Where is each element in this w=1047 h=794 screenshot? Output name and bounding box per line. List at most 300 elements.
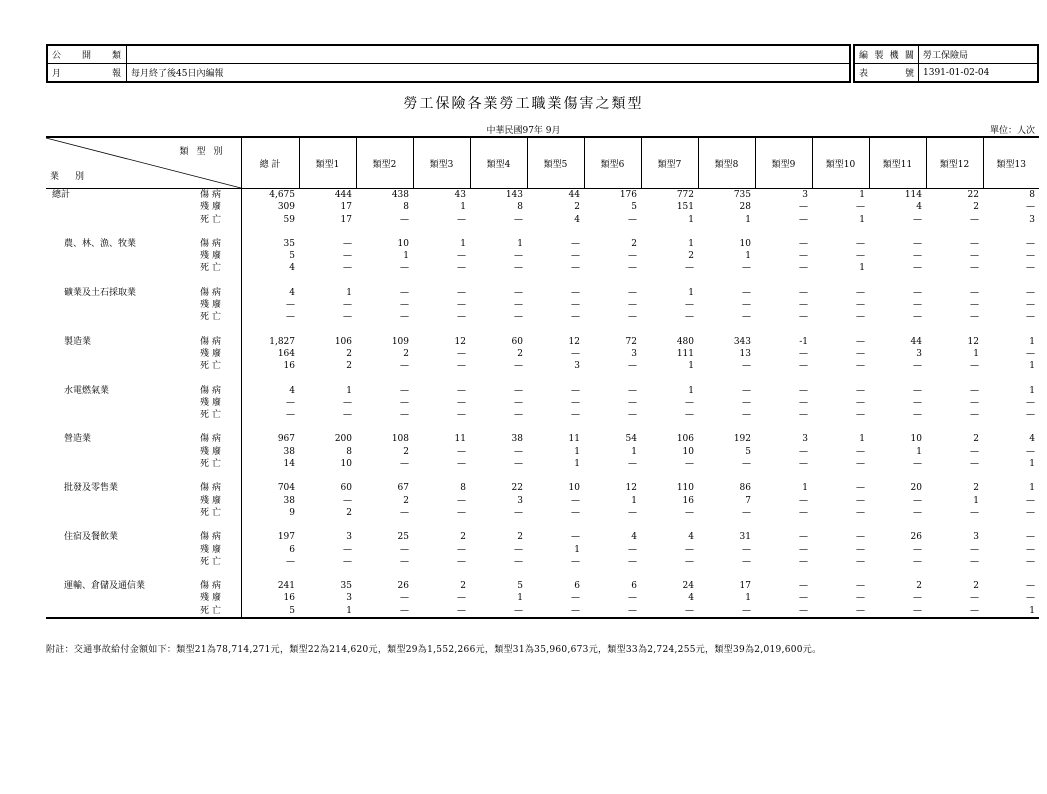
table-cell: 111 bbox=[676, 348, 694, 359]
table-cell: — bbox=[571, 410, 580, 421]
table-cell: 1 bbox=[859, 263, 865, 274]
table-cell: 60 bbox=[511, 336, 523, 347]
table-cell: 67 bbox=[397, 483, 409, 494]
table-cell: — bbox=[286, 397, 295, 408]
table-cell: — bbox=[742, 397, 751, 408]
table-cell: — bbox=[685, 300, 694, 311]
table-cell: 2 bbox=[517, 348, 523, 359]
table-cell: — bbox=[343, 312, 352, 323]
metric-label: 死亡 bbox=[196, 556, 241, 568]
table-cell: 8 bbox=[403, 202, 409, 213]
table-cell: 8 bbox=[517, 202, 523, 213]
table-cell: — bbox=[457, 287, 466, 298]
table-cell: 1 bbox=[745, 593, 751, 604]
industry-name bbox=[46, 409, 196, 421]
group-spacer bbox=[46, 373, 1039, 385]
column-header-type-12: 類型12 bbox=[926, 137, 983, 189]
table-row bbox=[46, 531, 1039, 543]
table-cell: 26 bbox=[910, 532, 922, 543]
table-cell: — bbox=[970, 312, 979, 323]
industry-name bbox=[46, 262, 196, 274]
metric-label: 死亡 bbox=[196, 458, 241, 470]
table-cell: — bbox=[1026, 581, 1035, 592]
table-cell: 106 bbox=[676, 434, 694, 445]
industry-name: 農、林、漁、牧業 bbox=[64, 238, 137, 249]
table-cell: — bbox=[514, 410, 523, 421]
table-cell: — bbox=[970, 459, 979, 470]
table-cell: 38 bbox=[283, 495, 295, 506]
table-cell: — bbox=[457, 300, 466, 311]
metric-label: 死亡 bbox=[196, 214, 241, 226]
group-spacer bbox=[46, 519, 1039, 531]
table-cell: 1 bbox=[517, 593, 523, 604]
table-cell: 1,827 bbox=[269, 336, 295, 347]
table-cell: 5 bbox=[289, 251, 295, 262]
table-cell: — bbox=[457, 348, 466, 359]
table-cell: — bbox=[457, 397, 466, 408]
table-cell: 106 bbox=[334, 336, 352, 347]
table-cell: — bbox=[913, 459, 922, 470]
table-cell: — bbox=[286, 556, 295, 567]
group-spacer bbox=[46, 324, 1039, 336]
table-cell: — bbox=[628, 300, 637, 311]
table-cell: 3 bbox=[517, 495, 523, 506]
table-cell: — bbox=[856, 532, 865, 543]
metric-label: 傷病 bbox=[196, 287, 241, 299]
table-cell: 9 bbox=[289, 507, 295, 518]
table-cell: 1 bbox=[574, 459, 580, 470]
table-cell: — bbox=[742, 300, 751, 311]
table-cell: — bbox=[799, 556, 808, 567]
table-cell: 110 bbox=[676, 483, 694, 494]
table-cell: — bbox=[400, 544, 409, 555]
table-cell: — bbox=[1026, 287, 1035, 298]
table-cell: — bbox=[571, 238, 580, 249]
table-row bbox=[46, 433, 1039, 445]
table-cell: 22 bbox=[511, 483, 523, 494]
table-cell: — bbox=[400, 361, 409, 372]
table-cell: 2 bbox=[460, 581, 466, 592]
table-cell: 438 bbox=[391, 190, 409, 200]
column-header-type-5: 類型5 bbox=[527, 137, 584, 189]
table-cell: 5 bbox=[289, 605, 295, 616]
table-cell: 6 bbox=[289, 544, 295, 555]
table-cell: 114 bbox=[904, 190, 922, 200]
table-cell: 3 bbox=[346, 593, 352, 604]
header-right-box bbox=[853, 44, 1039, 83]
table-row bbox=[46, 360, 1039, 372]
table-cell: 12 bbox=[454, 336, 466, 347]
public-label: 公開類 bbox=[47, 45, 127, 64]
table-cell: — bbox=[400, 410, 409, 421]
table-cell: — bbox=[514, 544, 523, 555]
table-cell: — bbox=[970, 238, 979, 249]
table-cell: — bbox=[799, 361, 808, 372]
table-cell: 1 bbox=[517, 238, 523, 249]
table-cell: — bbox=[799, 251, 808, 262]
table-cell: — bbox=[457, 312, 466, 323]
column-header-type-6: 類型6 bbox=[584, 137, 641, 189]
table-cell: — bbox=[856, 397, 865, 408]
column-header-type-4: 類型4 bbox=[470, 137, 527, 189]
table-cell: 4,675 bbox=[269, 190, 295, 200]
table-row bbox=[46, 482, 1039, 494]
table-cell: — bbox=[571, 312, 580, 323]
table-cell: — bbox=[685, 397, 694, 408]
table-cell: — bbox=[628, 544, 637, 555]
table-cell: — bbox=[400, 312, 409, 323]
table-cell: — bbox=[913, 507, 922, 518]
table-cell: — bbox=[514, 312, 523, 323]
table-cell: — bbox=[514, 300, 523, 311]
table-row bbox=[46, 592, 1039, 604]
table-cell: 2 bbox=[973, 202, 979, 213]
report-label: 月報 bbox=[47, 64, 127, 83]
table-cell: 8 bbox=[460, 483, 466, 494]
table-cell: 1 bbox=[688, 238, 694, 249]
table-cell: — bbox=[400, 556, 409, 567]
table-cell: — bbox=[685, 312, 694, 323]
table-cell: — bbox=[913, 397, 922, 408]
table-cell: — bbox=[799, 410, 808, 421]
table-cell: 241 bbox=[277, 581, 295, 592]
table-row bbox=[46, 385, 1039, 397]
table-cell: 343 bbox=[733, 336, 751, 347]
table-cell: — bbox=[799, 385, 808, 396]
table-cell: 10 bbox=[682, 446, 694, 457]
table-cell: 43 bbox=[454, 190, 466, 200]
metric-label: 殘廢 bbox=[196, 250, 241, 262]
table-cell: 444 bbox=[334, 190, 352, 200]
table-cell: 1 bbox=[802, 483, 808, 494]
table-row bbox=[46, 507, 1039, 519]
table-cell: 22 bbox=[967, 190, 979, 200]
table-cell: — bbox=[514, 214, 523, 225]
table-cell: — bbox=[742, 605, 751, 616]
metric-label: 死亡 bbox=[196, 311, 241, 323]
form-number: 1391-01-02-04 bbox=[919, 64, 1039, 83]
table-cell: — bbox=[628, 214, 637, 225]
table-cell: — bbox=[970, 385, 979, 396]
group-spacer bbox=[46, 421, 1039, 433]
table-cell: 1 bbox=[859, 214, 865, 225]
table-cell: 2 bbox=[631, 238, 637, 249]
table-cell: 192 bbox=[733, 434, 751, 445]
table-cell: 1 bbox=[1029, 605, 1035, 616]
metric-label: 傷病 bbox=[196, 336, 241, 348]
table-cell: — bbox=[1026, 348, 1035, 359]
table-cell: — bbox=[799, 397, 808, 408]
group-spacer bbox=[46, 275, 1039, 287]
table-cell: — bbox=[856, 593, 865, 604]
table-row bbox=[46, 397, 1039, 409]
table-cell: — bbox=[457, 605, 466, 616]
table-cell: — bbox=[742, 556, 751, 567]
column-header-type-2: 類型2 bbox=[356, 137, 413, 189]
table-cell: 4 bbox=[1029, 434, 1035, 445]
table-cell: — bbox=[970, 507, 979, 518]
table-cell: 28 bbox=[739, 202, 751, 213]
table-cell: 1 bbox=[745, 251, 751, 262]
table-cell: — bbox=[799, 495, 808, 506]
table-cell: 44 bbox=[568, 190, 580, 200]
table-cell: — bbox=[400, 397, 409, 408]
table-cell: — bbox=[856, 287, 865, 298]
table-cell: — bbox=[856, 507, 865, 518]
table-cell: — bbox=[742, 410, 751, 421]
table-cell: 1 bbox=[1029, 459, 1035, 470]
table-cell: — bbox=[343, 410, 352, 421]
table-cell: — bbox=[799, 581, 808, 592]
column-header-type-8: 類型8 bbox=[698, 137, 755, 189]
table-cell: — bbox=[742, 459, 751, 470]
table-cell: — bbox=[856, 251, 865, 262]
industry-name: 製造業 bbox=[64, 336, 92, 347]
table-cell: — bbox=[400, 287, 409, 298]
table-cell: 3 bbox=[802, 434, 808, 445]
industry-name bbox=[46, 201, 196, 213]
industry-name bbox=[46, 446, 196, 458]
table-cell: — bbox=[514, 251, 523, 262]
industry-name bbox=[46, 544, 196, 556]
table-cell: 16 bbox=[682, 495, 694, 506]
column-header-type-13: 類型13 bbox=[983, 137, 1039, 189]
industry-name: 水電燃氣業 bbox=[64, 385, 110, 396]
table-cell: 772 bbox=[676, 190, 694, 200]
table-row bbox=[46, 544, 1039, 556]
table-cell: — bbox=[970, 605, 979, 616]
table-cell: 1 bbox=[859, 190, 865, 200]
table-cell: — bbox=[970, 214, 979, 225]
table-cell: 5 bbox=[631, 202, 637, 213]
metric-label: 死亡 bbox=[196, 360, 241, 372]
table-cell: — bbox=[400, 214, 409, 225]
table-cell: — bbox=[799, 348, 808, 359]
table-cell: — bbox=[856, 336, 865, 347]
table-cell: — bbox=[571, 507, 580, 518]
table-cell: — bbox=[628, 385, 637, 396]
table-cell: 1 bbox=[1029, 483, 1035, 494]
table-cell: 1 bbox=[460, 238, 466, 249]
table-row bbox=[46, 348, 1039, 360]
table-cell: 1 bbox=[973, 495, 979, 506]
table-cell: 13 bbox=[739, 348, 751, 359]
table-cell: 10 bbox=[397, 238, 409, 249]
table-cell: — bbox=[343, 544, 352, 555]
table-cell: — bbox=[514, 397, 523, 408]
table-cell: — bbox=[856, 348, 865, 359]
table-cell: — bbox=[400, 605, 409, 616]
table-cell: 1 bbox=[1029, 385, 1035, 396]
table-cell: 2 bbox=[403, 446, 409, 457]
table-cell: 1 bbox=[859, 434, 865, 445]
table-cell: 26 bbox=[397, 581, 409, 592]
table-cell: — bbox=[571, 532, 580, 543]
table-cell: 108 bbox=[391, 434, 409, 445]
table-row bbox=[46, 250, 1039, 262]
table-cell: — bbox=[286, 312, 295, 323]
table-cell: — bbox=[742, 507, 751, 518]
metric-label: 傷病 bbox=[196, 238, 241, 250]
table-cell: — bbox=[799, 544, 808, 555]
table-row bbox=[46, 189, 1039, 202]
table-cell: — bbox=[1026, 556, 1035, 567]
table-cell: — bbox=[742, 544, 751, 555]
table-cell: — bbox=[799, 312, 808, 323]
group-spacer bbox=[46, 226, 1039, 238]
table-cell: — bbox=[685, 507, 694, 518]
table-cell: — bbox=[856, 495, 865, 506]
table-cell: 4 bbox=[289, 385, 295, 396]
table-cell: — bbox=[343, 300, 352, 311]
table-cell: — bbox=[742, 287, 751, 298]
table-cell: — bbox=[457, 263, 466, 274]
table-cell: — bbox=[457, 385, 466, 396]
industry-name bbox=[46, 556, 196, 568]
industry-name bbox=[46, 495, 196, 507]
table-cell: 704 bbox=[277, 483, 295, 494]
header-left-box bbox=[46, 44, 851, 83]
table-cell: 197 bbox=[277, 532, 295, 543]
metric-label: 殘廢 bbox=[196, 299, 241, 311]
table-cell: — bbox=[970, 556, 979, 567]
table-cell: 25 bbox=[397, 532, 409, 543]
table-cell: 12 bbox=[967, 336, 979, 347]
table-cell: — bbox=[1026, 397, 1035, 408]
column-header-type-1: 類型1 bbox=[299, 137, 356, 189]
table-cell: — bbox=[799, 507, 808, 518]
table-cell: 1 bbox=[403, 251, 409, 262]
table-cell: — bbox=[913, 495, 922, 506]
table-cell: 10 bbox=[910, 434, 922, 445]
table-cell: — bbox=[856, 385, 865, 396]
table-cell: — bbox=[628, 397, 637, 408]
industry-name bbox=[46, 605, 196, 618]
industry-name: 礦業及土石採取業 bbox=[64, 287, 137, 298]
column-header-type-7: 類型7 bbox=[641, 137, 698, 189]
table-cell: — bbox=[1026, 410, 1035, 421]
table-cell: — bbox=[400, 459, 409, 470]
metric-label: 傷病 bbox=[196, 531, 241, 543]
table-cell: 11 bbox=[454, 434, 466, 445]
table-cell: 1 bbox=[1029, 336, 1035, 347]
industry-name: 住宿及餐飲業 bbox=[64, 532, 119, 543]
table-cell: — bbox=[1026, 446, 1035, 457]
table-cell: — bbox=[514, 361, 523, 372]
table-cell: 164 bbox=[277, 348, 295, 359]
table-cell: — bbox=[514, 459, 523, 470]
industry-name bbox=[46, 214, 196, 226]
table-cell: — bbox=[571, 605, 580, 616]
table-corner bbox=[46, 137, 241, 189]
table-cell: — bbox=[913, 312, 922, 323]
table-cell: 2 bbox=[973, 483, 979, 494]
table-cell: — bbox=[1026, 300, 1035, 311]
table-cell: -1 bbox=[799, 336, 808, 347]
table-cell: — bbox=[1026, 251, 1035, 262]
table-cell: — bbox=[970, 287, 979, 298]
column-header-type-10: 類型10 bbox=[812, 137, 869, 189]
metric-label: 死亡 bbox=[196, 507, 241, 519]
industry-name: 總計 bbox=[52, 190, 71, 200]
table-row bbox=[46, 556, 1039, 568]
table-cell: 2 bbox=[973, 434, 979, 445]
group-spacer bbox=[46, 470, 1039, 482]
table-cell: — bbox=[742, 312, 751, 323]
table-cell: 4 bbox=[688, 593, 694, 604]
table-cell: — bbox=[457, 507, 466, 518]
table-cell: — bbox=[799, 605, 808, 616]
table-cell: — bbox=[685, 544, 694, 555]
table-header-row bbox=[46, 137, 1039, 189]
table-cell: — bbox=[1026, 532, 1035, 543]
table-cell: — bbox=[913, 214, 922, 225]
table-cell: 143 bbox=[505, 190, 523, 200]
table-cell: 59 bbox=[283, 214, 295, 225]
table-cell: 1 bbox=[631, 495, 637, 506]
table-cell: — bbox=[856, 312, 865, 323]
table-cell: — bbox=[970, 263, 979, 274]
table-cell: — bbox=[571, 593, 580, 604]
table-cell: — bbox=[970, 361, 979, 372]
table-cell: 1 bbox=[1029, 361, 1035, 372]
table-row bbox=[46, 446, 1039, 458]
table-cell: 1 bbox=[631, 446, 637, 457]
table-cell: 35 bbox=[340, 581, 352, 592]
metric-label: 死亡 bbox=[196, 605, 241, 618]
table-cell: 1 bbox=[745, 214, 751, 225]
table-cell: — bbox=[343, 238, 352, 249]
table-cell: — bbox=[856, 446, 865, 457]
table-body bbox=[46, 189, 1039, 619]
table-cell: — bbox=[970, 544, 979, 555]
table-cell: — bbox=[685, 410, 694, 421]
form-label: 表號 bbox=[854, 64, 919, 83]
table-cell: — bbox=[628, 263, 637, 274]
table-cell: 16 bbox=[283, 361, 295, 372]
table-cell: 8 bbox=[1029, 190, 1035, 200]
table-cell: — bbox=[970, 593, 979, 604]
table-cell: 2 bbox=[973, 581, 979, 592]
metric-label: 殘廢 bbox=[196, 201, 241, 213]
table-cell: — bbox=[343, 263, 352, 274]
group-spacer bbox=[46, 568, 1039, 580]
table-cell: 12 bbox=[625, 483, 637, 494]
industry-name bbox=[46, 299, 196, 311]
table-cell: 24 bbox=[682, 581, 694, 592]
table-cell: 3 bbox=[574, 361, 580, 372]
table-cell: 8 bbox=[346, 446, 352, 457]
table-cell: 54 bbox=[625, 434, 637, 445]
table-cell: — bbox=[913, 410, 922, 421]
table-row bbox=[46, 311, 1039, 323]
table-cell: 20 bbox=[910, 483, 922, 494]
table-cell: — bbox=[343, 495, 352, 506]
table-cell: — bbox=[400, 300, 409, 311]
page-title: 勞工保險各業勞工職業傷害之類型 bbox=[403, 96, 644, 112]
table-cell: — bbox=[457, 495, 466, 506]
industry-name bbox=[46, 458, 196, 470]
table-cell: 3 bbox=[631, 348, 637, 359]
table-cell: 1 bbox=[346, 287, 352, 298]
table-cell: — bbox=[457, 544, 466, 555]
table-cell: — bbox=[799, 446, 808, 457]
table-cell: — bbox=[1026, 202, 1035, 213]
table-cell: 1 bbox=[574, 446, 580, 457]
table-cell: 2 bbox=[916, 581, 922, 592]
table-row bbox=[46, 458, 1039, 470]
footnote: 附註：交通事故給付金額如下：類型21為78,714,271元，類型22為214,620元，類型29為1,552,266元，類型31為35,960,673元，類型33為2,724,255元，類型39為2,019,600元。 bbox=[46, 645, 822, 655]
